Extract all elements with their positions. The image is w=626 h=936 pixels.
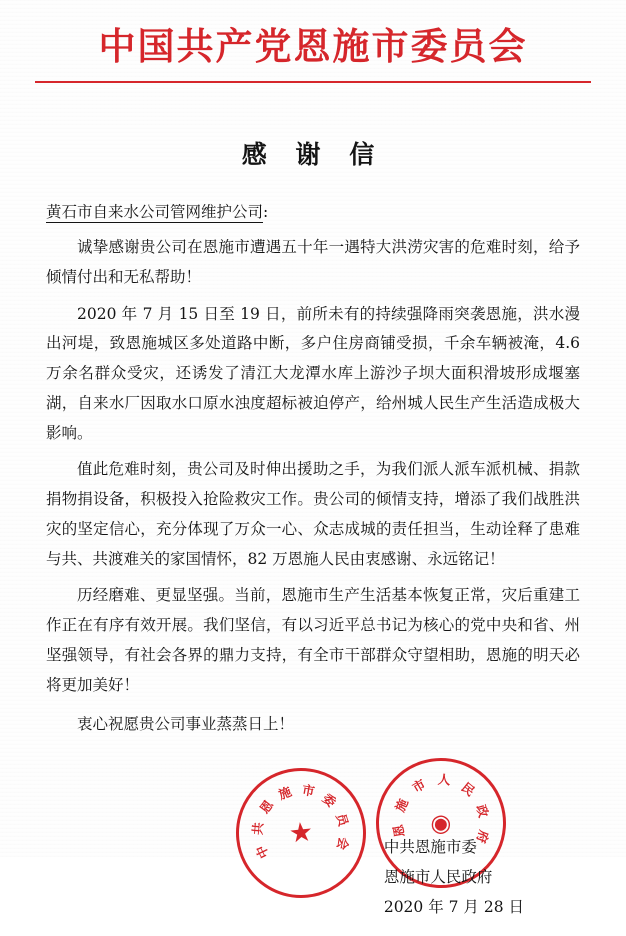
seal-arc-char: 中 <box>252 843 272 862</box>
paragraph: 2020 年 7 月 15 日至 19 日，前所未有的持续强降雨突袭恩施，洪水漫出河堤，致恩施城区多处道路中断，多户住房商铺受损，千余车辆被淹，4.6 万余名群众受灾，还诱发了清江大龙潭水库上游沙子坝大面积滑坡形成堰塞湖，自来水厂因取水口原水浊度超标被迫停产，给州城人民生产生活造成极大影响。 <box>46 304 580 442</box>
signature-block <box>46 746 580 936</box>
seal-arc-char: 委 <box>319 790 340 811</box>
seal-arc-char: 员 <box>333 811 352 829</box>
closing-line: 衷心祝愿贵公司事业蒸蒸日上！ <box>77 715 295 734</box>
seal-arc-char: 政 <box>473 802 492 820</box>
seal-arc-char: 府 <box>473 828 492 846</box>
seal-arc-char: 市 <box>300 781 316 799</box>
signature-line: 中共恩施市委 <box>383 838 477 857</box>
signature-line: 2020 年 7 月 28 日 <box>383 898 524 917</box>
letterhead-divider <box>35 81 591 83</box>
paragraph: 值此危难时刻，贵公司及时伸出援助之手，为我们派人派车派机械、捐款捐物捐设备，积极投入抢险救灾工作。贵公司的倾情支持，增添了我们战胜洪灾的坚定信心，充分体现了万众一心、众志成城的责任担当，生动诠释了患难与共、共渡难关的家国情怀，82 万恩施人民由衷感谢、永远铭记！ <box>46 460 580 568</box>
seal-arc-char: 恩 <box>256 797 276 817</box>
signature-line: 恩施市人民政府 <box>383 868 493 887</box>
national-emblem-icon: ◉ <box>429 808 453 838</box>
seal-arc-char: 人 <box>437 771 451 788</box>
paragraph: 诚挚感谢贵公司在恩施市遭遇五十年一遇特大洪涝灾害的危难时刻，给予倾情付出和无私帮助！ <box>46 238 580 286</box>
seal-arc-char: 施 <box>276 783 294 802</box>
letterhead <box>0 0 626 89</box>
salutation-colon: : <box>263 202 269 221</box>
letter-body <box>0 199 626 936</box>
salutation-recipient: 黄石市自来水公司管网维护公司 <box>46 202 264 221</box>
seal-inner-left <box>233 765 369 901</box>
signature-lines <box>384 832 524 923</box>
salutation <box>46 199 580 225</box>
seal-arc-char: 恩 <box>389 823 407 839</box>
page-title: 感 谢 信 <box>241 139 385 169</box>
seal-arc-char: 民 <box>458 779 478 800</box>
seal-arc-char: 会 <box>334 835 352 852</box>
star-icon: ★ <box>287 816 315 850</box>
seal-arc-char: 市 <box>409 776 428 796</box>
letterhead-title: 中国共产党恩施市委员会 <box>98 24 528 68</box>
seal-arc-char: 共 <box>249 821 266 836</box>
paragraph: 历经磨难、更显坚强。当前，恩施市生产生活基本恢复正常，灾后重建工作正在有序有效开展。我们坚信，有以习近平总书记为核心的党中央和省、州坚强领导，有社会各界的鼎力支持，有全市干部群众守望相助，恩施的明天必将更加美好！ <box>46 586 580 694</box>
seal-arc-char: 施 <box>391 796 411 815</box>
party-committee-seal <box>230 762 373 905</box>
